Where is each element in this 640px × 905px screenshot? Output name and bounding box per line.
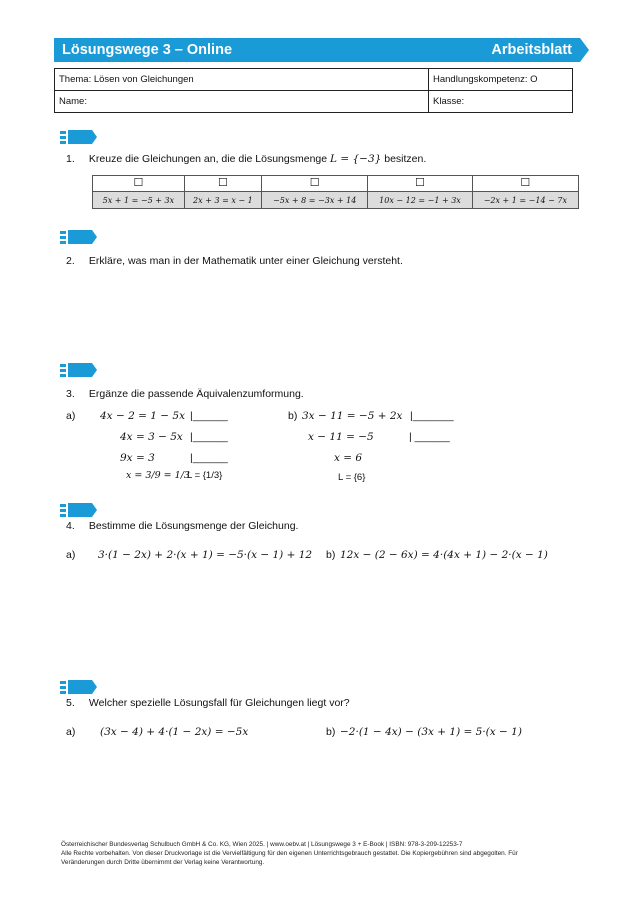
part-b-label: b) <box>288 410 298 422</box>
q3a-line-2: 4x = 3 − 5x <box>120 431 183 443</box>
name-field[interactable]: Name: <box>55 91 429 113</box>
question-2 <box>66 255 403 267</box>
q3b-blank-1[interactable]: |_______ <box>410 410 454 422</box>
section-marker-4 <box>60 503 96 517</box>
question-number: 3. <box>66 388 75 400</box>
option-checkbox-3[interactable]: ☐ <box>262 176 368 192</box>
question-number: 4. <box>66 520 75 532</box>
question-4 <box>66 520 298 532</box>
question-text: Erkläre, was man in der Mathematik unter einer Gleichung versteht. <box>88 255 403 267</box>
question-text: Ergänze die passende Äquivalenzumformung. <box>88 388 304 400</box>
option-equation-2: 2x + 3 = x − 1 <box>184 192 261 209</box>
q3b-blank-2[interactable]: | ______ <box>409 431 450 443</box>
part-a-label: a) <box>66 726 76 738</box>
q4b-equation: 12x − (2 − 6x) = 4·(4x + 1) − 2·(x − 1) <box>340 549 548 561</box>
option-checkbox-1[interactable]: ☐ <box>93 176 185 192</box>
class-field[interactable]: Klasse: <box>429 91 573 113</box>
q3a-blank-2[interactable]: |______ <box>190 431 228 443</box>
q5b-equation: −2·(1 − 4x) − (3x + 1) = 5·(x − 1) <box>340 726 522 738</box>
option-equation-1: 5x + 1 = −5 + 3x <box>93 192 185 209</box>
section-marker-2 <box>60 230 96 244</box>
part-a-label: a) <box>66 410 76 422</box>
q5a-equation: (3x − 4) + 4·(1 − 2x) = −5x <box>100 726 249 738</box>
question-5 <box>66 697 350 709</box>
worksheet-title: Lösungswege 3 – Online <box>62 42 233 58</box>
footer-line-2: Alle Rechte vorbehalten. Von dieser Druckvorlage ist die Vervielfältigung für den eigenen Unterrichtsgebrauch gestattet. Die Kopiergebühren sind abgegolten. Für <box>61 850 518 857</box>
part-b-label: b) <box>326 726 336 738</box>
q3a-line-3: 9x = 3 <box>120 452 155 464</box>
option-checkbox-5[interactable]: ☐ <box>472 176 578 192</box>
question-text: Bestimme die Lösungsmenge der Gleichung. <box>88 520 299 532</box>
footer-line-3: Veränderungen durch Dritte übernimmt der Verlag keine Verantwortung. <box>61 859 265 866</box>
option-equation-3: −5x + 8 = −3x + 14 <box>262 192 368 209</box>
solution-set: L = {−3} <box>330 153 382 165</box>
question-text-end: besitzen. <box>384 153 427 165</box>
part-a-label: a) <box>66 549 76 561</box>
section-marker-3 <box>60 363 96 377</box>
q3a-blank-1[interactable]: |______ <box>190 410 228 422</box>
question-number: 2. <box>66 255 75 267</box>
q3a-solution: L = {1/3} <box>187 470 223 481</box>
question-number: 1. <box>66 153 75 165</box>
q3b-line-1: 3x − 11 = −5 + 2x <box>302 410 403 422</box>
question-1 <box>66 153 426 165</box>
footer-line-1: Österreichischer Bundesverlag Schulbuch GmbH & Co. KG, Wien 2025. | www.oebv.at | Lösungswege 3 + E-Book | ISBN: 978-3-209-12253-7 <box>61 841 463 848</box>
option-checkbox-2[interactable]: ☐ <box>184 176 261 192</box>
part-b-label: b) <box>326 549 336 561</box>
section-marker-1 <box>60 130 96 144</box>
topic-cell: Thema: Lösen von Gleichungen <box>55 69 429 91</box>
q4a-equation: 3·(1 − 2x) + 2·(x + 1) = −5·(x − 1) + 12 <box>98 549 313 561</box>
q3a-line-1: 4x − 2 = 1 − 5x <box>100 410 185 422</box>
options-table <box>92 175 579 209</box>
info-table <box>54 68 573 113</box>
q3b-solution: L = {6} <box>338 472 366 483</box>
worksheet-type: Arbeitsblatt <box>491 42 572 58</box>
competence-cell: Handlungskompetenz: O <box>429 69 573 91</box>
q3b-line-3: x = 6 <box>334 452 363 464</box>
question-number: 5. <box>66 697 75 709</box>
question-text: Welcher spezielle Lösungsfall für Gleichungen liegt vor? <box>88 697 350 709</box>
option-checkbox-4[interactable]: ☐ <box>368 176 472 192</box>
question-3 <box>66 388 304 400</box>
option-equation-4: 10x − 12 = −1 + 3x <box>368 192 472 209</box>
section-marker-5 <box>60 680 96 694</box>
q3a-blank-3[interactable]: |______ <box>190 452 228 464</box>
q3a-fraction-line: x = 3/9 = 1/3 <box>126 470 190 481</box>
q3b-line-2: x − 11 = −5 <box>308 431 374 443</box>
footer <box>61 840 581 867</box>
question-text: Kreuze die Gleichungen an, die die Lösungsmenge <box>88 153 328 165</box>
header-banner-tip <box>580 38 589 62</box>
option-equation-5: −2x + 1 = −14 − 7x <box>472 192 578 209</box>
